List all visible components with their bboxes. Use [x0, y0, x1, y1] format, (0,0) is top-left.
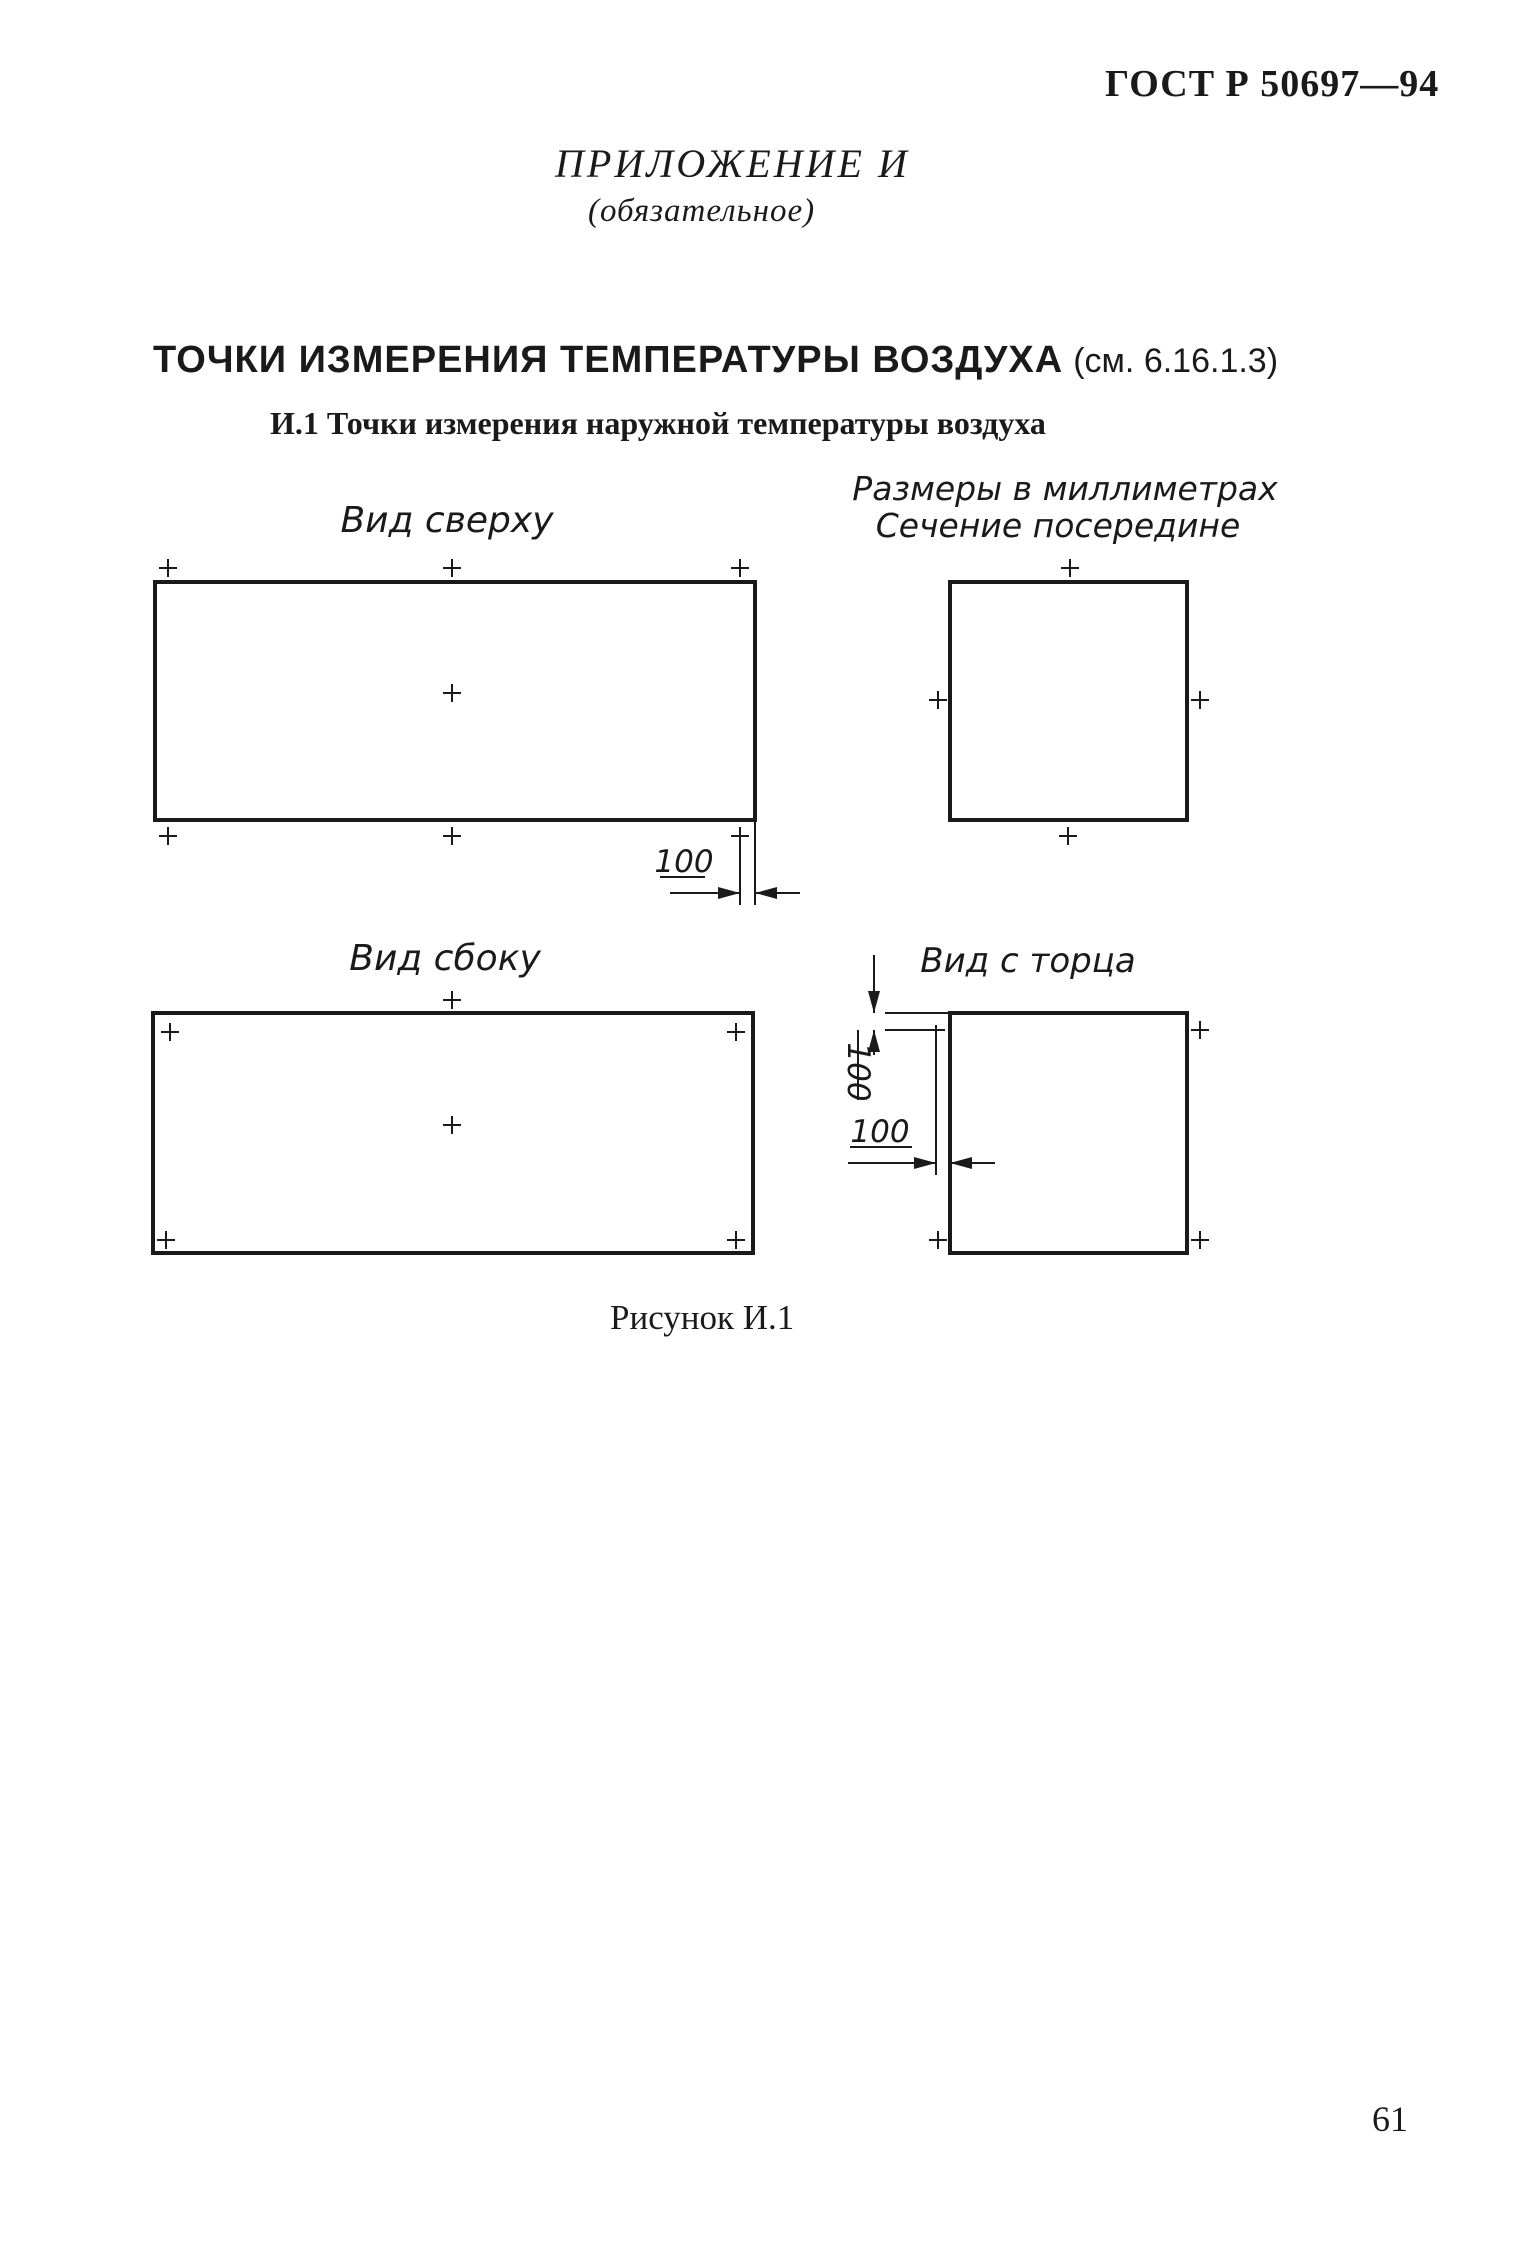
- page-number: 61: [1372, 2099, 1408, 2139]
- measurement-point: [443, 1116, 461, 1134]
- measurement-point: [443, 827, 461, 845]
- cross-section-view: [929, 559, 1209, 845]
- measurement-point: [731, 827, 749, 845]
- subsection-heading: И.1 Точки измерения наружной температуры воздуха: [270, 405, 1046, 441]
- top-view-dimension: [654, 822, 800, 905]
- end-view-frame: [950, 1013, 1187, 1253]
- measurement-point: [443, 684, 461, 702]
- measurement-point: [727, 1231, 745, 1249]
- measurement-point: [443, 559, 461, 577]
- measurement-point: [157, 1231, 175, 1249]
- document-code: ГОСТ Р 50697—94: [1105, 63, 1440, 105]
- measurement-point: [1061, 559, 1079, 577]
- measurement-point: [161, 1023, 179, 1041]
- measurement-point: [929, 1231, 947, 1249]
- end-view-label: Вид с торца: [920, 941, 1136, 981]
- measurement-point: [1059, 827, 1077, 845]
- measurement-point: [727, 1023, 745, 1041]
- side-view: [153, 938, 753, 1253]
- measurement-point: [929, 691, 947, 709]
- measurement-point: [443, 991, 461, 1009]
- top-view-label: Вид сверху: [340, 500, 554, 541]
- measurement-point: [159, 559, 177, 577]
- dimension-100-label: 100: [654, 844, 714, 880]
- measurement-point: [1191, 1021, 1209, 1039]
- top-view: [155, 500, 800, 905]
- measurement-point: [1191, 1231, 1209, 1249]
- appendix-status: (обязательное): [588, 193, 816, 229]
- top-view-frame: [155, 582, 755, 820]
- cross-section-frame: [950, 582, 1187, 820]
- measurement-point: [1191, 691, 1209, 709]
- figure-caption: Рисунок И.1: [610, 1298, 795, 1337]
- measurement-point: [731, 559, 749, 577]
- units-note: Размеры в миллиметрах: [852, 469, 1278, 508]
- section-reference: (см. 6.16.1.3): [1073, 342, 1279, 380]
- section-heading-text: ТОЧКИ ИЗМЕРЕНИЯ ТЕМПЕРАТУРЫ ВОЗДУХА: [153, 339, 1064, 381]
- measurement-point: [159, 827, 177, 845]
- section-note: Сечение посередине: [875, 506, 1241, 545]
- end-view: [840, 941, 1209, 1253]
- dimension-100-vertical-label: 100: [840, 1042, 876, 1102]
- dimension-100-horizontal-label: 100: [850, 1114, 910, 1150]
- side-view-label: Вид сбоку: [349, 938, 541, 979]
- appendix-title: ПРИЛОЖЕНИЕ И: [555, 141, 910, 186]
